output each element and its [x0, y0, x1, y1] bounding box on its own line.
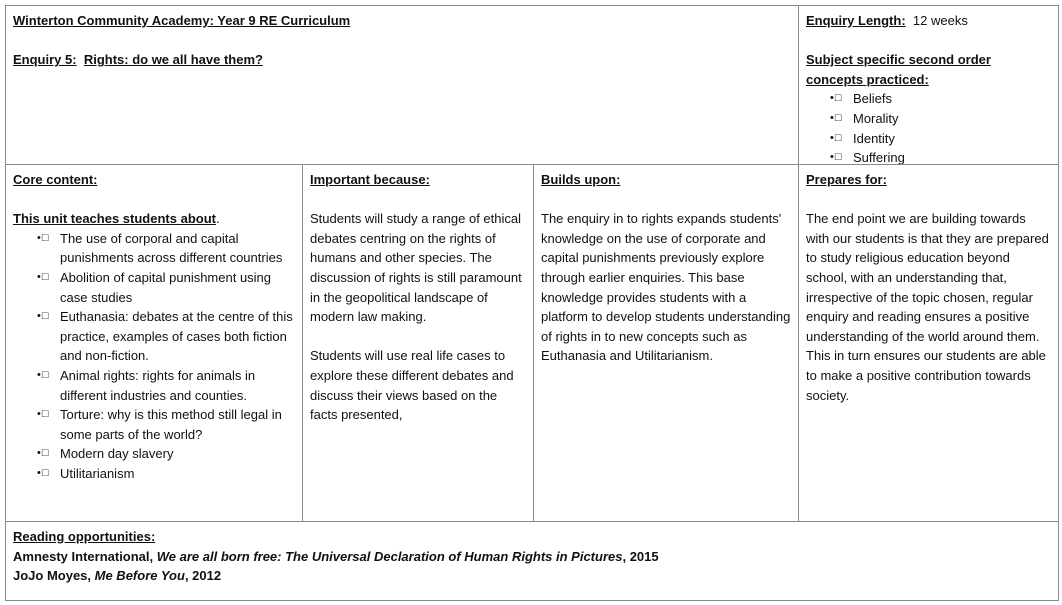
list-item: •□ Torture: why is this method still legal in some parts of the world? — [37, 405, 295, 444]
prepares-for-cell — [798, 164, 1059, 522]
core-content-cell — [5, 164, 303, 522]
builds-heading: Builds upon: — [541, 172, 621, 187]
list-item: •□ Utilitarianism — [37, 464, 295, 484]
enquiry-info-cell — [798, 5, 1059, 165]
prepares-heading: Prepares for: — [806, 172, 887, 187]
reading-item: Amnesty International, We are all born free: The Universal Declaration of Human Rights in Pictures, 2015 — [13, 548, 659, 564]
prepares-paragraph: The end point we are building towards with our students is that they are prepared to study religious education beyond school, with an understanding that, irrespective of the topic chosen, regular enquiry and reading ensures a positive understanding of the world around them. This in turn ensures our students are able to make a positive contribution towards society. — [806, 211, 1049, 403]
list-item: •□ Euthanasia: debates at the centre of this practice, examples of cases both fiction and non-fiction. — [37, 307, 295, 366]
important-paragraph: Students will study a range of ethical debates centring on the rights of humans and other species. The discussion of rights is still paramount in the geopolitical landscape of modern law making. — [310, 211, 522, 325]
enquiry-line: Enquiry 5: Rights: do we all have them? — [13, 52, 263, 68]
important-paragraph: Students will use real life cases to explore these different debates and discuss their views based on the facts presented, — [310, 348, 514, 423]
builds-paragraph: The enquiry in to rights expands students' knowledge on the use of corporate and capital punishments previously explore through earlier enquiries. This base knowledge provides students with a platform to develop students understanding of rights in to new concepts such as Euthanasia and Utilitarianism. — [541, 211, 791, 364]
list-item: •□ Morality — [830, 109, 1051, 129]
reading-heading: Reading opportunities: — [13, 529, 156, 544]
enquiry-length: Enquiry Length: 12 weeks — [806, 13, 968, 28]
core-intro: This unit teaches students about. — [13, 211, 220, 227]
core-heading: Core content: — [13, 172, 98, 187]
list-item: •□ Animal rights: rights for animals in different industries and counties. — [37, 366, 295, 405]
list-item: •□ Suffering — [830, 148, 1051, 168]
list-item: •□ Modern day slavery — [37, 444, 295, 464]
builds-upon-cell — [533, 164, 799, 522]
list-item: •□ Identity — [830, 129, 1051, 149]
reading-item: JoJo Moyes, Me Before You, 2012 — [13, 568, 222, 584]
important-heading: Important because: — [310, 172, 430, 187]
concepts-heading: Subject specific second order concepts practiced: — [806, 52, 991, 87]
page-title: Winterton Community Academy: Year 9 RE Curriculum — [13, 13, 351, 28]
reading-cell — [5, 521, 1059, 601]
list-item: •□ Beliefs — [830, 89, 1051, 109]
list-item: •□ Abolition of capital punishment using case studies — [37, 268, 295, 307]
core-list — [13, 229, 295, 484]
enquiry-title: Rights: do we all have them? — [83, 52, 263, 68]
header-cell — [5, 5, 799, 165]
list-item: •□ The use of corporal and capital punishments across different countries — [37, 229, 295, 268]
important-because-cell — [302, 164, 534, 522]
concepts-list — [806, 89, 1051, 167]
